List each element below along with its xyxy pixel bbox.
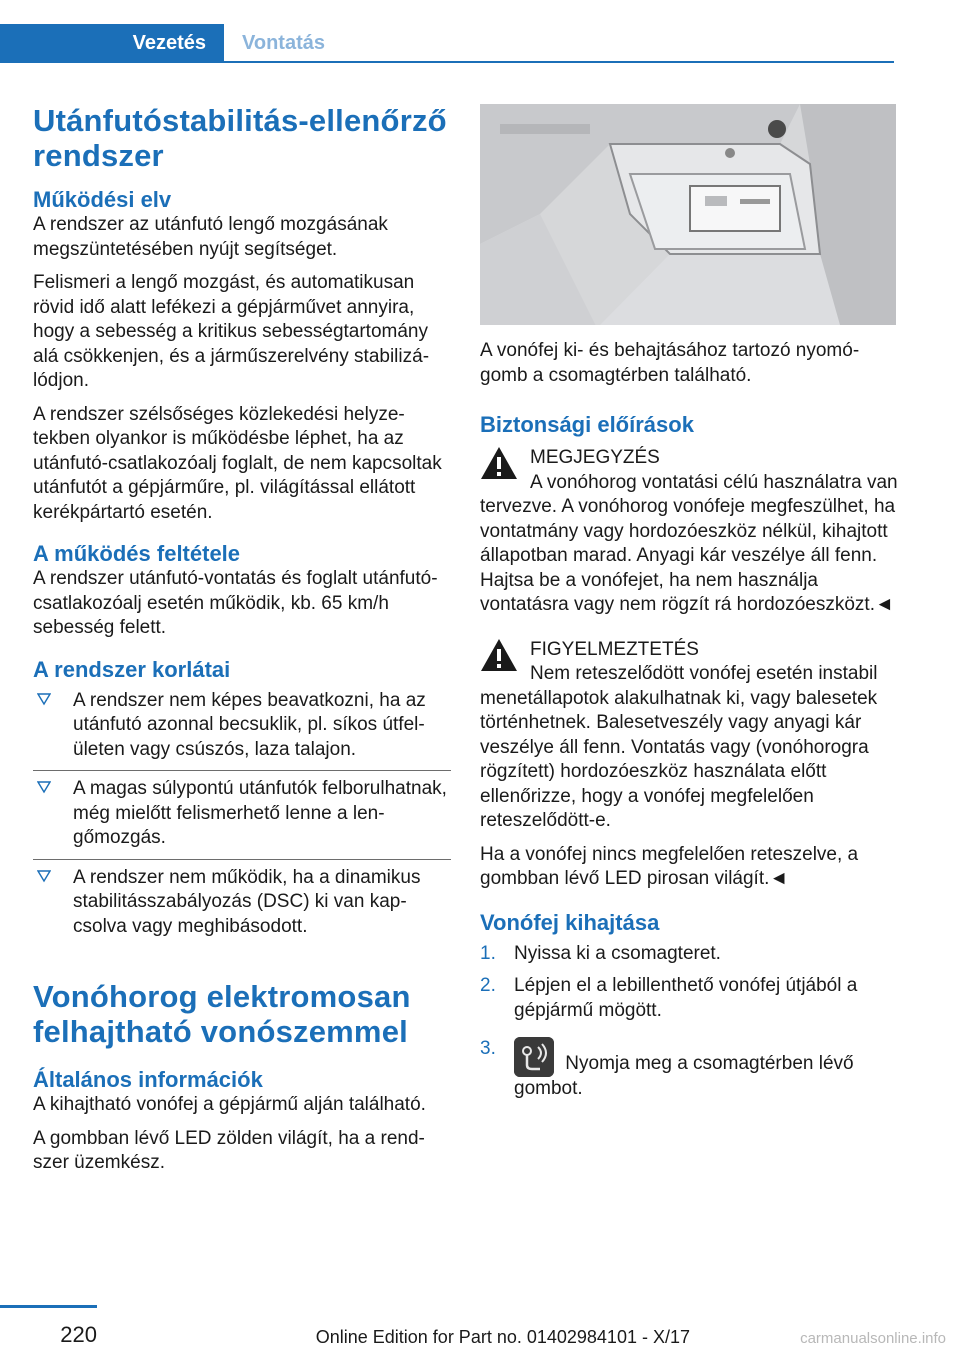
note-block	[480, 446, 898, 618]
paragraph: A rendszer szélsőséges közlekedési helyzetekben olyankor is működésbe léphet, ha az utánfutó-csatlakozóalj foglalt, de nem kapcsoltak utánfutót a gépjárműre, pl. világítással ellátott kerékpártartó esetén.	[33, 403, 442, 523]
triangle-bullet-icon	[37, 780, 51, 794]
tab-vontatas[interactable]: Vontatás	[242, 32, 325, 54]
paragraph: A rendszer utánfutó-vontatás és foglalt utánfutó-csatlakozóalj esetén működik, kb. 65 km/h sebesség felett.	[33, 568, 438, 638]
heading-working-principle: Működési elv	[33, 187, 172, 212]
photo-caption: A vonófej ki- és behajtásához tartozó nyomógomb a csomagtérben található.	[480, 340, 860, 386]
limits-list	[33, 689, 451, 948]
steps-list	[480, 942, 898, 1102]
heading-system-limits: A rendszer korlátai	[33, 656, 231, 682]
paragraph: A gombban lévő LED zölden világít, ha a rendszer üzemkész.	[33, 1127, 425, 1173]
step-number: 3.	[480, 1038, 496, 1059]
title-tow-hook: Vonóhorog elektromosan felhajtható vonószemmel	[33, 979, 411, 1049]
paragraph: A rendszer az utánfutó lengő mozgásának megszüntetésében nyújt segítséget.	[33, 214, 388, 260]
step-item	[480, 942, 898, 967]
right-column	[480, 104, 898, 1110]
trunk-compartment-illustration	[480, 104, 896, 325]
triangle-bullet-icon	[37, 869, 51, 883]
warning-block	[480, 638, 898, 892]
warning-text-2: Ha a vonófej nincs megfelelően reteszelve, a gombban lévő LED pirosan világít.◄	[480, 843, 859, 889]
list-item-text: A rendszer nem képes beavatkozni, ha az utánfutó azonnal becsuklik, pl. síkos útfelületen vagy csúszós, laza talajon.	[73, 689, 426, 760]
tab-vezetes[interactable]: Vezetés	[0, 24, 224, 63]
warning-text: Nem reteszelődött vonófej esetén instabil menetállapotok alakulhatnak ki, vagy balesetek történhetnek. Balesetveszély vagy anyagi kár veszélye áll fenn. Vontatás vagy (vonóhorogra rögzített) hordozóeszköz használata előtt ellenőrizze, hogy a vonófej megfelelően reteszelődött-e.	[480, 663, 878, 831]
warning-label: FIGYELMEZTETÉS	[530, 638, 699, 660]
header-tabs	[0, 24, 894, 64]
header-rule	[0, 61, 894, 63]
list-item	[33, 777, 451, 860]
step-item	[480, 974, 898, 1023]
step-text: Nyissa ki a csomagteret.	[514, 942, 721, 964]
tow-hook-button-icon	[514, 1037, 554, 1077]
heading-operating-condition: A működés feltétele	[33, 541, 241, 566]
step-number: 2.	[480, 975, 496, 996]
trunk-photo	[480, 104, 896, 325]
paragraph: A kihajtható vonófej a gépjármű alján található.	[33, 1094, 426, 1115]
page-number: 220	[60, 1322, 97, 1347]
note-label: MEGJEGYZÉS	[530, 447, 660, 468]
left-column	[33, 103, 451, 1176]
note-text: A vonóhorog vontatási célú használatra van tervezve. A vonóhorog vonófeje megfeszülhet, ha vontatmány vagy hordozóeszköz nélkül, kihajtott állapotban marad. Anyagi kár veszélye áll fenn. Hajtsa be a vonófejet, ha nem használja vontatásra vagy nem rögzít rá hordozóeszközt.◄	[480, 471, 898, 615]
list-item-text: A rendszer nem működik, ha a dinamikus stabilitásszabályozás (DSC) ki van kapcsolva vagy meghibásodott.	[73, 866, 421, 937]
step-number: 1.	[480, 942, 496, 964]
heading-general-info: Általános információk	[33, 1067, 263, 1092]
triangle-bullet-icon	[37, 692, 51, 706]
warning-triangle-icon	[480, 446, 518, 480]
list-item	[33, 866, 451, 948]
edition-text: Online Edition for Part no. 01402984101 - X/17	[315, 1327, 690, 1347]
list-item	[33, 689, 451, 772]
heading-safety: Biztonsági előírások	[480, 412, 694, 437]
heading-unfold: Vonófej kihajtása	[480, 909, 660, 935]
step-item	[480, 1037, 898, 1102]
step-text: Nyomja meg a csomagtérben lévő gombot.	[514, 1053, 854, 1099]
warning-triangle-icon	[480, 638, 518, 672]
page-number-rule	[0, 1305, 97, 1308]
watermark: carmanualsonline.info	[800, 1330, 946, 1347]
step-text: Lépjen el a lebillenthető vonófej útjából a gépjármű mögött.	[514, 975, 858, 1021]
paragraph: Felismeri a lengő mozgást, és automatikusan rövid idő alatt lefékezi a gépjárművet annyira, hogy a sebesség a kritikus sebességtartomány alá csökkenjen, és a járműszerelvény stabilizálódjon.	[33, 272, 430, 391]
title-trailer-stability: Utánfutóstabilitás-ellenőrző rendszer	[33, 103, 447, 173]
list-item-text: A magas súlypontú utánfutók felborulhatnak, még mielőtt felismerhető lenne a lengőmozgás.	[73, 778, 447, 848]
